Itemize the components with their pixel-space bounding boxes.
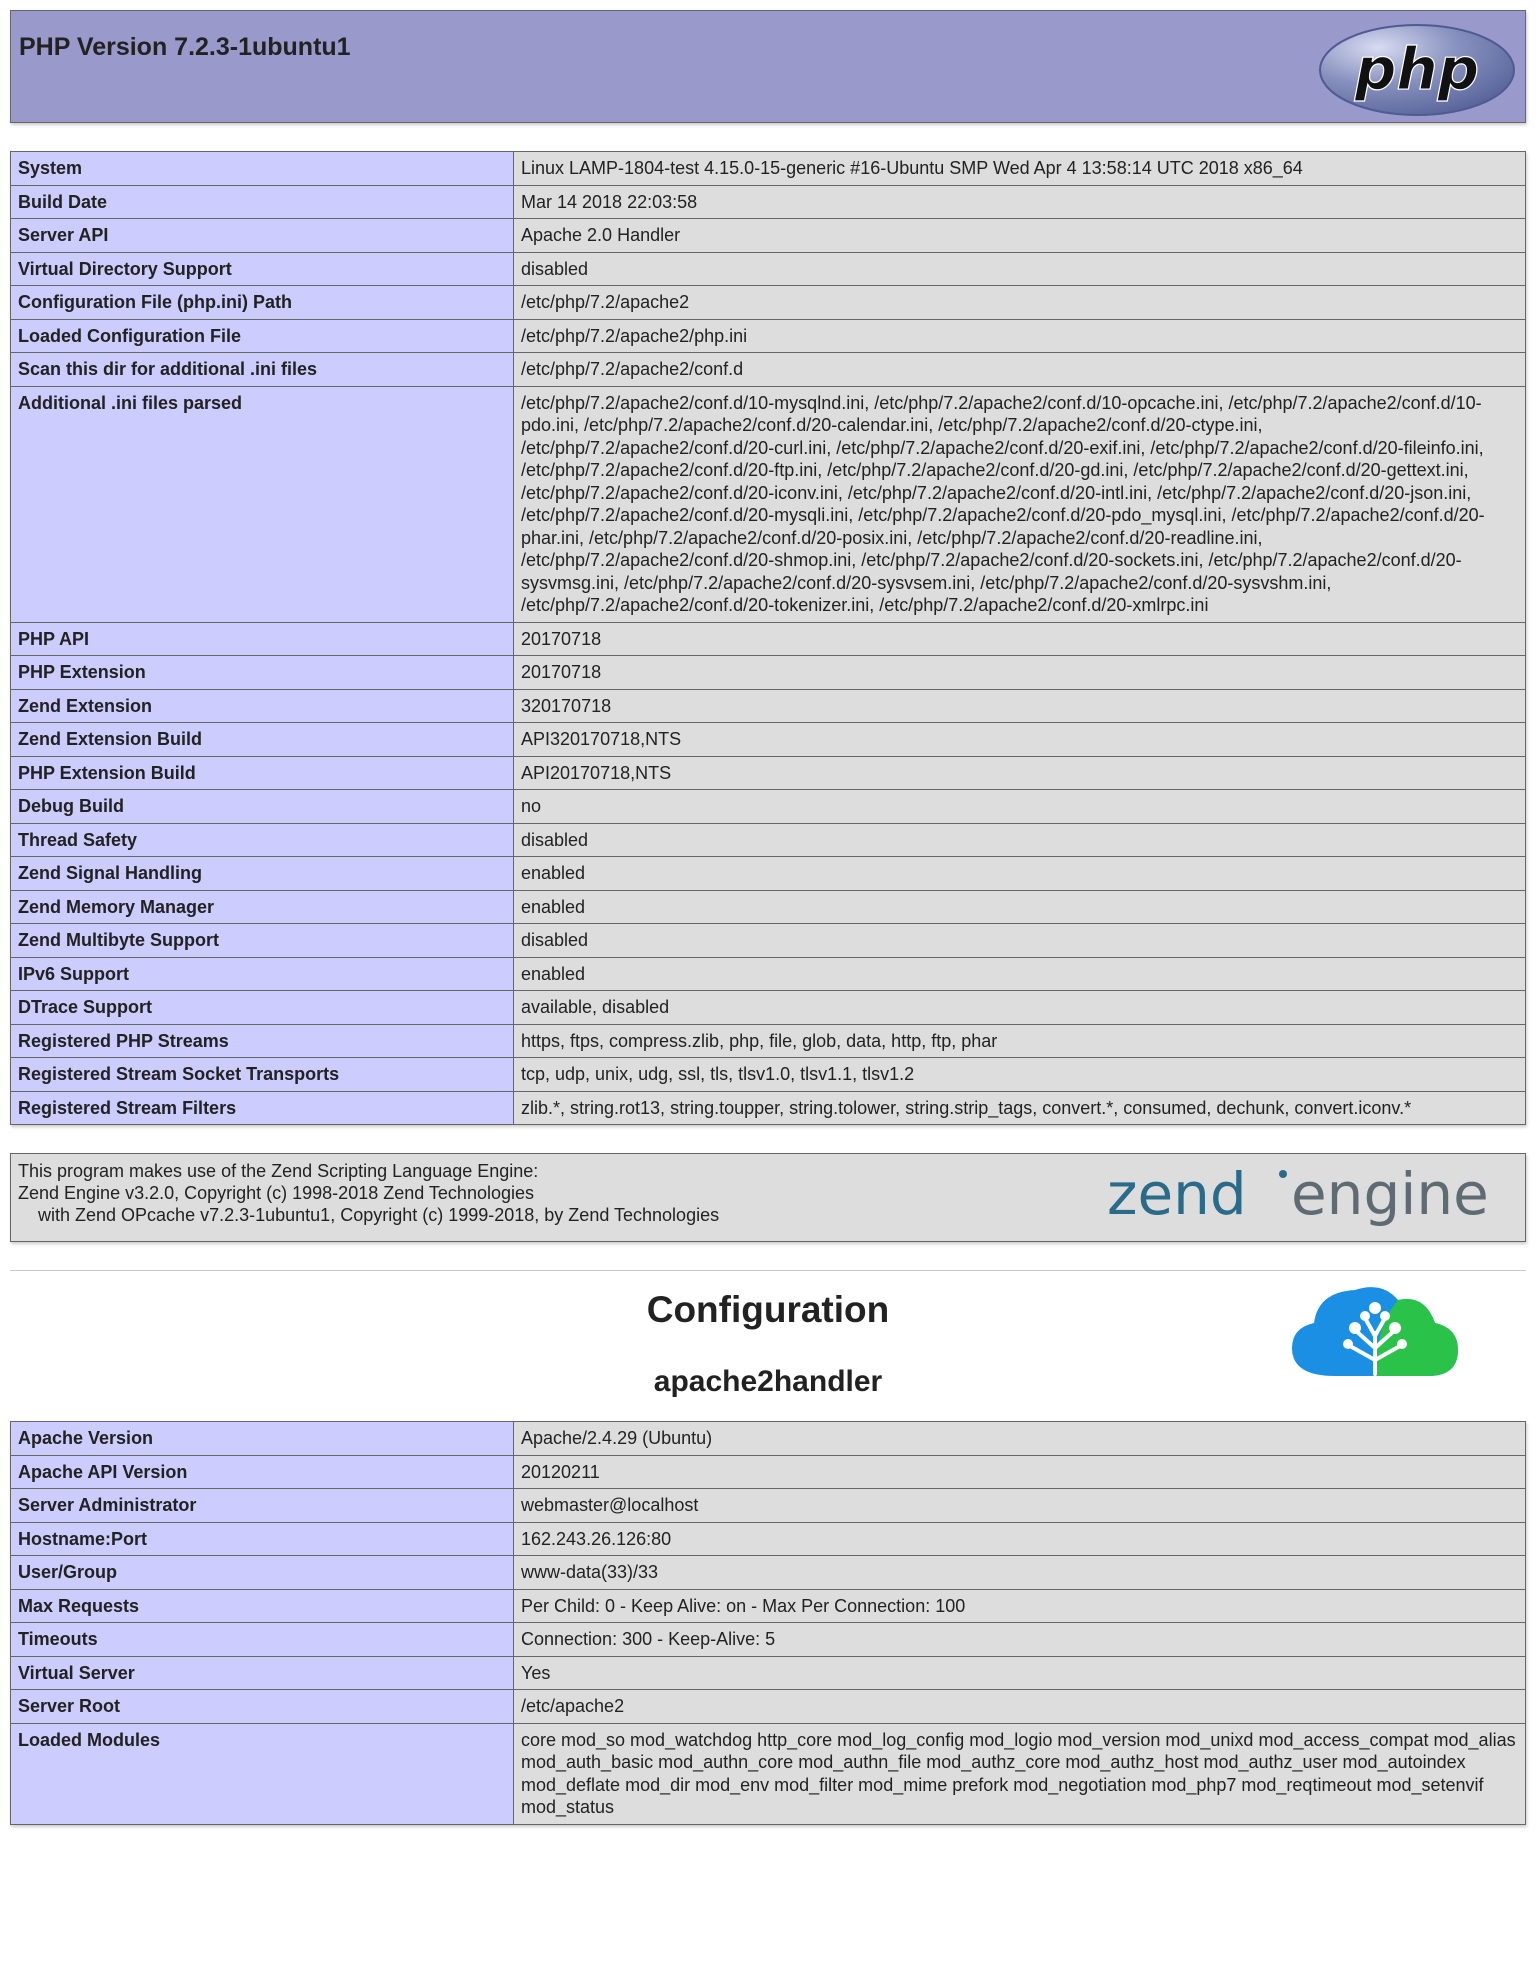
row-key: Thread Safety <box>11 823 514 857</box>
row-value: /etc/php/7.2/apache2/php.ini <box>514 319 1526 353</box>
module-title: apache2handler <box>653 1365 883 1398</box>
row-value: enabled <box>514 890 1526 924</box>
row-key: User/Group <box>11 1556 514 1590</box>
row-key: Loaded Configuration File <box>11 319 514 353</box>
zend-credits <box>18 1160 719 1226</box>
table-row <box>11 1024 1526 1058</box>
row-key: Timeouts <box>11 1623 514 1657</box>
row-key: Scan this dir for additional .ini files <box>11 353 514 387</box>
brand-logo-icon <box>1030 1278 1490 1388</box>
table-row <box>11 1589 1526 1623</box>
row-value: /etc/php/7.2/apache2/conf.d/10-mysqlnd.ini, /etc/php/7.2/apache2/conf.d/10-opcache.ini, /etc/php/7.2/apache2/conf.d/10-pdo.ini, /etc/php/7.2/apache2/conf.d/20-calendar.ini, /etc/php/7.2/apache2/conf.d/20-ctype.ini, /etc/php/7.2/apache2/conf.d/20-curl.ini, /etc/php/7.2/apache2/conf.d/20-exif.ini, /etc/php/7.2/apache2/conf.d/20-fileinfo.ini, /etc/php/7.2/apache2/conf.d/20-ftp.ini, /etc/php/7.2/apache2/conf.d/20-gd.ini, /etc/php/7.2/apache2/conf.d/20-gettext.ini, /etc/php/7.2/apache2/conf.d/20-iconv.ini, /etc/php/7.2/apache2/conf.d/20-intl.ini, /etc/php/7.2/apache2/conf.d/20-json.ini, /etc/php/7.2/apache2/conf.d/20-mysqli.ini, /etc/php/7.2/apache2/conf.d/20-pdo_mysql.ini, /etc/php/7.2/apache2/conf.d/20-phar.ini, /etc/php/7.2/apache2/conf.d/20-posix.ini, /etc/php/7.2/apache2/conf.d/20-readline.ini, /etc/php/7.2/apache2/conf.d/20-shmop.ini, /etc/php/7.2/apache2/conf.d/20-sockets.ini, /etc/php/7.2/apache2/conf.d/20-sysvmsg.ini, /etc/php/7.2/apache2/conf.d/20-sysvsem.ini, /etc/php/7.2/apache2/conf.d/20-sysvshm.ini, /etc/php/7.2/apache2/conf.d/20-tokenizer.ini, /etc/php/7.2/apache2/conf.d/20-xmlrpc.ini <box>514 386 1526 622</box>
row-value: Linux LAMP-1804-test 4.15.0-15-generic #16-Ubuntu SMP Wed Apr 4 13:58:14 UTC 2018 x86_64 <box>514 152 1526 186</box>
php-logo-icon[interactable] <box>1317 22 1517 118</box>
row-key: PHP Extension <box>11 656 514 690</box>
table-row <box>11 1455 1526 1489</box>
row-key: Hostname:Port <box>11 1522 514 1556</box>
row-value: /etc/php/7.2/apache2/conf.d <box>514 353 1526 387</box>
table-row <box>11 656 1526 690</box>
row-key: Server API <box>11 219 514 253</box>
table-row <box>11 1690 1526 1724</box>
row-value: available, disabled <box>514 991 1526 1025</box>
zend-credit-line: Zend Engine v3.2.0, Copyright (c) 1998-2018 Zend Technologies <box>18 1183 534 1203</box>
table-row <box>11 219 1526 253</box>
zend-engine-logo-icon[interactable] <box>1107 1164 1517 1234</box>
row-key: System <box>11 152 514 186</box>
row-key: Zend Memory Manager <box>11 890 514 924</box>
row-value: www-data(33)/33 <box>514 1556 1526 1590</box>
row-key: PHP API <box>11 622 514 656</box>
table-row <box>11 890 1526 924</box>
table-row <box>11 924 1526 958</box>
registered-mark-icon <box>1279 1170 1287 1178</box>
table-row <box>11 386 1526 622</box>
table-row <box>11 1489 1526 1523</box>
table-row <box>11 1522 1526 1556</box>
row-value: disabled <box>514 924 1526 958</box>
table-row <box>11 1058 1526 1092</box>
row-value: disabled <box>514 252 1526 286</box>
row-value: Connection: 300 - Keep-Alive: 5 <box>514 1623 1526 1657</box>
table-row <box>11 622 1526 656</box>
zend-credit-line: with Zend OPcache v7.2.3-1ubuntu1, Copyright (c) 1999-2018, by Zend Technologies <box>18 1205 720 1225</box>
row-value: no <box>514 790 1526 824</box>
row-value: API320170718,NTS <box>514 723 1526 757</box>
row-value: Yes <box>514 1656 1526 1690</box>
row-value: tcp, udp, unix, udg, ssl, tls, tlsv1.0, tlsv1.1, tlsv1.2 <box>514 1058 1526 1092</box>
php-logo-text: php <box>1354 35 1480 103</box>
apache-info-table <box>10 1421 1526 1825</box>
row-value: 20170718 <box>514 656 1526 690</box>
table-row <box>11 353 1526 387</box>
row-key: DTrace Support <box>11 991 514 1025</box>
table-row <box>11 1623 1526 1657</box>
row-value: /etc/apache2 <box>514 1690 1526 1724</box>
cloud-tree-icon <box>1292 1287 1458 1376</box>
table-row <box>11 790 1526 824</box>
row-key: Zend Signal Handling <box>11 857 514 891</box>
row-key: PHP Extension Build <box>11 756 514 790</box>
table-row <box>11 1556 1526 1590</box>
row-value: Apache/2.4.29 (Ubuntu) <box>514 1422 1526 1456</box>
table-row <box>11 286 1526 320</box>
row-key: Registered Stream Socket Transports <box>11 1058 514 1092</box>
row-key: Loaded Modules <box>11 1723 514 1824</box>
row-value: disabled <box>514 823 1526 857</box>
table-row <box>11 689 1526 723</box>
table-row <box>11 823 1526 857</box>
row-value: API20170718,NTS <box>514 756 1526 790</box>
row-key: Additional .ini files parsed <box>11 386 514 622</box>
table-row <box>11 1091 1526 1125</box>
row-value: https, ftps, compress.zlib, php, file, glob, data, http, ftp, phar <box>514 1024 1526 1058</box>
row-key: Zend Multibyte Support <box>11 924 514 958</box>
row-value: /etc/php/7.2/apache2 <box>514 286 1526 320</box>
row-key: Build Date <box>11 185 514 219</box>
row-value: 320170718 <box>514 689 1526 723</box>
table-row <box>11 723 1526 757</box>
table-row <box>11 957 1526 991</box>
row-value: 20170718 <box>514 622 1526 656</box>
row-value: enabled <box>514 957 1526 991</box>
row-key: Virtual Directory Support <box>11 252 514 286</box>
row-value: 162.243.26.126:80 <box>514 1522 1526 1556</box>
page-title: PHP Version 7.2.3-1ubuntu1 <box>19 33 351 61</box>
php-version-header <box>10 10 1526 123</box>
row-value: Mar 14 2018 22:03:58 <box>514 185 1526 219</box>
zend-logo-word: zend <box>1107 1164 1247 1228</box>
row-value: zlib.*, string.rot13, string.toupper, string.tolower, string.strip_tags, convert.*, consumed, dechunk, convert.iconv.* <box>514 1091 1526 1125</box>
table-row <box>11 152 1526 186</box>
row-key: Zend Extension Build <box>11 723 514 757</box>
table-row <box>11 252 1526 286</box>
row-value: webmaster@localhost <box>514 1489 1526 1523</box>
row-key: Debug Build <box>11 790 514 824</box>
configuration-title: Configuration <box>646 1289 890 1330</box>
table-row <box>11 319 1526 353</box>
general-info-table <box>10 151 1526 1125</box>
row-key: Max Requests <box>11 1589 514 1623</box>
table-row <box>11 1422 1526 1456</box>
table-row <box>11 991 1526 1025</box>
row-key: Server Administrator <box>11 1489 514 1523</box>
row-key: Zend Extension <box>11 689 514 723</box>
phpinfo-page <box>10 10 1526 1825</box>
row-key: Server Root <box>11 1690 514 1724</box>
row-value: core mod_so mod_watchdog http_core mod_log_config mod_logio mod_version mod_unixd mod_access_compat mod_alias mod_auth_basic mod_authn_core mod_authn_file mod_authz_core mod_authz_host mod_authz_user mod_autoindex mod_deflate mod_dir mod_env mod_filter mod_mime prefork mod_negotiation mod_php7 mod_reqtimeout mod_setenvif mod_status <box>514 1723 1526 1824</box>
row-key: Configuration File (php.ini) Path <box>11 286 514 320</box>
table-row <box>11 1723 1526 1824</box>
row-key: Apache API Version <box>11 1455 514 1489</box>
row-key: Virtual Server <box>11 1656 514 1690</box>
row-value: Per Child: 0 - Keep Alive: on - Max Per Connection: 100 <box>514 1589 1526 1623</box>
configuration-section-header <box>10 1271 1526 1421</box>
row-key: IPv6 Support <box>11 957 514 991</box>
row-value: enabled <box>514 857 1526 891</box>
row-key: Registered Stream Filters <box>11 1091 514 1125</box>
table-row <box>11 756 1526 790</box>
row-key: Apache Version <box>11 1422 514 1456</box>
engine-logo-word: engine <box>1291 1164 1489 1228</box>
zend-credit-line: This program makes use of the Zend Scripting Language Engine: <box>18 1161 539 1181</box>
table-row <box>11 1656 1526 1690</box>
row-value: 20120211 <box>514 1455 1526 1489</box>
table-row <box>11 185 1526 219</box>
table-row <box>11 857 1526 891</box>
row-value: Apache 2.0 Handler <box>514 219 1526 253</box>
row-key: Registered PHP Streams <box>11 1024 514 1058</box>
zend-engine-box <box>10 1153 1526 1242</box>
